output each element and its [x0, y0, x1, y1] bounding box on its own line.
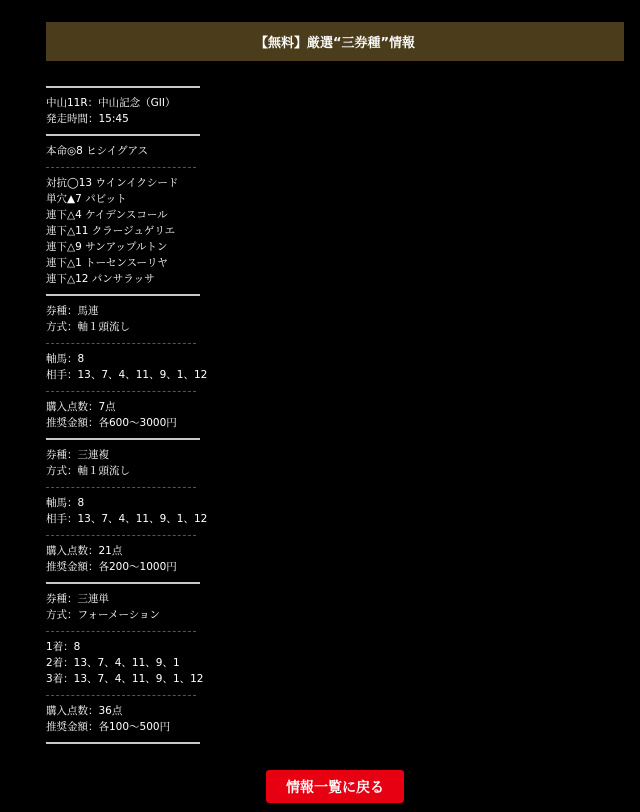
- bet1-points: 購入点数：7点: [46, 401, 116, 413]
- prediction-content: [46, 79, 346, 751]
- bet1-axis: 軸馬：8: [46, 353, 85, 365]
- bet2-partners: 相手：13、7、4、11、9、1、12: [46, 513, 208, 525]
- bet1-method: 方式：軸１頭流し: [46, 321, 130, 333]
- bet3-second: 2着：13、7、4、11、9、1: [46, 657, 180, 669]
- pick-item: 連下△9 サンアップルトン: [46, 241, 168, 253]
- bet3-type: 券種：三連単: [46, 593, 109, 605]
- pick-item: 連下△12 パンサラッサ: [46, 273, 155, 285]
- bet1-partners: 相手：13、7、4、11、9、1、12: [46, 369, 208, 381]
- separator-thin: [46, 623, 346, 639]
- bet3-points: 購入点数：36点: [46, 705, 123, 717]
- bet3-amount: 推奨金額：各100〜500円: [46, 721, 171, 733]
- separator-bold: [46, 287, 346, 303]
- pick-item: 連下△11 クラージュゲリエ: [46, 225, 176, 237]
- bet2-amount: 推奨金額：各200〜1000円: [46, 561, 177, 573]
- page-header: [46, 22, 624, 61]
- separator-bold: [46, 431, 346, 447]
- separator-bold: [46, 735, 346, 751]
- bet1-type: 券種：馬連: [46, 305, 99, 317]
- honmei-pick: 本命◎8 ヒシイグアス: [46, 145, 149, 157]
- bet2-axis: 軸馬：8: [46, 497, 85, 509]
- race-name: 中山11R：中山記念（GII）: [46, 97, 176, 109]
- bet3-first: 1着：8: [46, 641, 81, 653]
- start-time: 発走時間：15:45: [46, 113, 129, 125]
- separator-bold: [46, 575, 346, 591]
- bet1-amount: 推奨金額：各600〜3000円: [46, 417, 177, 429]
- pick-item: 単穴▲7 パビット: [46, 193, 127, 205]
- bet2-type: 券種：三連複: [46, 449, 109, 461]
- separator-thin: [46, 383, 346, 399]
- separator-thin: [46, 335, 346, 351]
- bet2-points: 購入点数：21点: [46, 545, 123, 557]
- separator-bold: [46, 127, 346, 143]
- separator-thin: [46, 479, 346, 495]
- pick-item: 連下△1 トーセンスーリヤ: [46, 257, 168, 269]
- separator-thin: [46, 159, 346, 175]
- separator-bold: [46, 79, 346, 95]
- separator-thin: [46, 687, 346, 703]
- bet3-method: 方式：フォーメーション: [46, 609, 161, 621]
- pick-item: 対抗◯13 ウインイクシード: [46, 177, 179, 189]
- back-to-list-button[interactable]: 情報一覧に戻る: [266, 770, 404, 803]
- separator-thin: [46, 527, 346, 543]
- pick-item: 連下△4 ケイデンスコール: [46, 209, 168, 221]
- page-title: 【無料】厳選“三券種”情報: [254, 36, 416, 51]
- bet2-method: 方式：軸１頭流し: [46, 465, 130, 477]
- bet3-third: 3着：13、7、4、11、9、1、12: [46, 673, 204, 685]
